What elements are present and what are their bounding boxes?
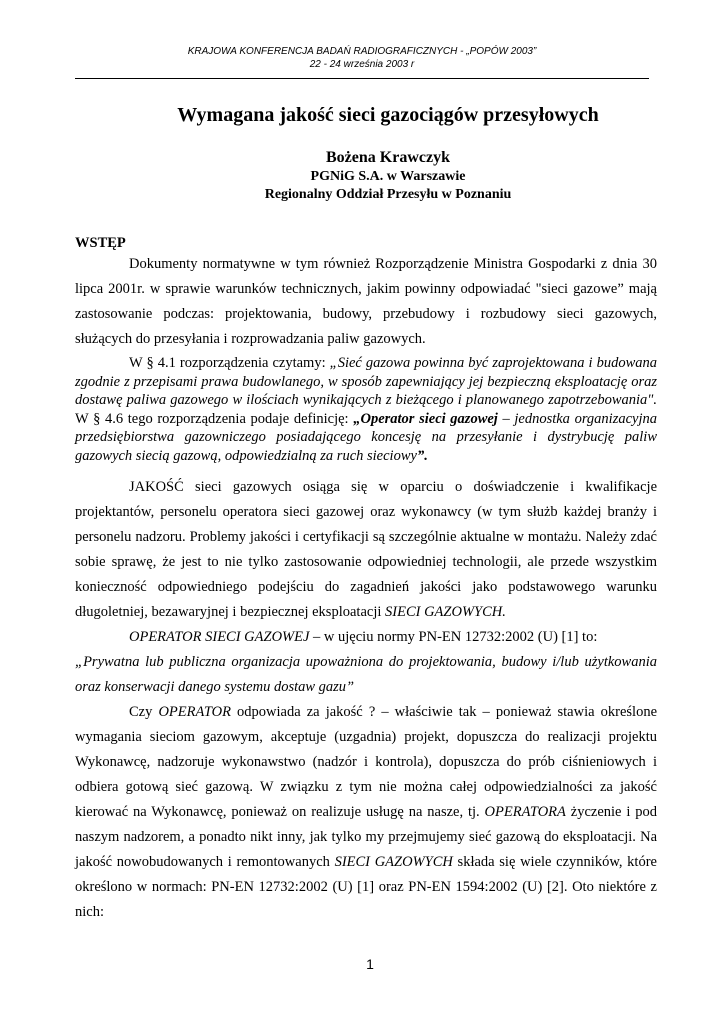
header-line-2: 22 - 24 września 2003 r: [309, 59, 415, 70]
p5-text-c: odpowiada za jakość ? – właściwie tak – ponieważ stawia określone wymagania sieciom gazowym, akceptuje (uzgadnia) projekt, dopuszcza do realizacji projektu Wykonawcę, nadzoruje wykonawstwo (nadzór i kontrola), dopuszcza do prób ciśnieniowych i odbiera gotową sieć gazową. W związku z tym nie można całej odpowiedzialności za jakość kierować na Wykonawcę, ponieważ on realizuje usługę na nasze, tj.: [75, 704, 658, 820]
p5-term-3: SIECI GAZOWYCH: [334, 854, 453, 870]
header-line-1: KRAJOWA KONFERENCJA BADAŃ RADIOGRAFICZNYCH - „POPÓW 2003”: [187, 46, 537, 57]
paragraph-3: [75, 475, 657, 625]
paragraph-4: [75, 625, 657, 700]
p4-text: – w ujęciu normy PN-EN 12732:2002 (U) [1] to:: [309, 629, 598, 645]
paragraph-1: Dokumenty normatywne w tym również Rozporządzenie Ministra Gospodarki z dnia 30 lipca 2001r. w sprawie warunków technicznych, jakim powinny odpowiadać "sieci gazowe” mają zastosowanie podczas: projektowania, budowy, przebudowy i rozbudowy sieci gazowych, służących do przesyłania i rozprowadzania paliw gazowych.: [75, 256, 657, 347]
p4-quote: „Prywatna lub publiczna organizacja upoważniona do projektowania, budowy i/lub użytkowania oraz konserwacji danego systemu dostaw gazu”: [75, 654, 657, 695]
paragraph-5: [75, 700, 657, 925]
affiliation-line-2: Regionalny Oddział Przesyłu w Poznaniu: [264, 187, 512, 202]
paragraph-2: [75, 354, 657, 465]
author-name: Bożena Krawczyk: [326, 149, 450, 166]
p5-term-2: OPERATORA: [484, 804, 566, 820]
p2-text-a: W § 4.1 rozporządzenia czytamy:: [129, 355, 330, 371]
affiliation-line-1: PGNiG S.A. w Warszawie: [310, 169, 466, 184]
p5-text-e: życzenie i pod naszym nadzorem, a ponadto nikt inny, jak tylko my przejmujemy sieć gazową do eksploatacji. Na jakość nowobudowanych i remontowanych: [75, 804, 657, 870]
page-number: 1: [366, 956, 374, 972]
conference-header: [75, 45, 649, 71]
header-rule: [75, 78, 649, 79]
p2-definition: – jednostka organizacyjna przedsiębiorstwa gazowniczego posiadającego koncesję na przesyłanie i dystrybucję paliw gazowych siecią gazową, odpowiedzialną za ruch sieciowy: [75, 410, 658, 464]
p3-term: SIECI GAZOWYCH.: [385, 604, 506, 620]
paper-title: Wymagana jakość sieci gazociągów przesyłowych: [177, 104, 599, 126]
p4-term: OPERATOR SIECI GAZOWEJ: [129, 629, 310, 645]
p3-text: JAKOŚĆ sieci gazowych osiąga się w oparciu o doświadczenie i kwalifikacje projektantów, personelu operatora sieci gazowej oraz wykonawcy (w tym służb każdej branży i personelu nadzoru. Problemy jakości i certyfikacji są szczególnie aktualne w montażu. Należy zdać sobie sprawę, że jest to nie tylko zastosowanie odpowiedniej technologii, ale przede wszystkim konieczność odpowiedniego podejściu do zagadnień jakości jako podstawowego warunku długoletniej, bezawaryjnej i bezpiecznej eksploatacji: [75, 479, 657, 620]
paper-body: [75, 234, 657, 925]
p2-close: ”.: [416, 447, 428, 464]
p2-text-c: W § 4.6 tego rozporządzenia podaje definicję:: [75, 410, 354, 427]
author-block: [75, 148, 701, 204]
section-heading: WSTĘP: [75, 235, 126, 251]
p2-term: „Operator sieci gazowej: [353, 410, 498, 427]
p2-quote: „Sieć gazowa powinna być zaprojektowana i budowana zgodnie z przepisami prawa budowlanego, w sposób zapewniający jej bezpieczną eksploatację oraz dostawę paliwa gazowego w ilościach wynikających z bieżącego i planowanego zapotrzebowania".: [75, 355, 657, 408]
p5-text-a: Czy: [129, 704, 159, 720]
p5-term-1: OPERATOR: [158, 704, 231, 720]
p5-text-g: składa się wiele czynników, które określono w normach: PN-EN 12732:2002 (U) [1] oraz PN-EN 1594:2002 (U) [2]. Oto niektóre z nich:: [75, 854, 657, 920]
